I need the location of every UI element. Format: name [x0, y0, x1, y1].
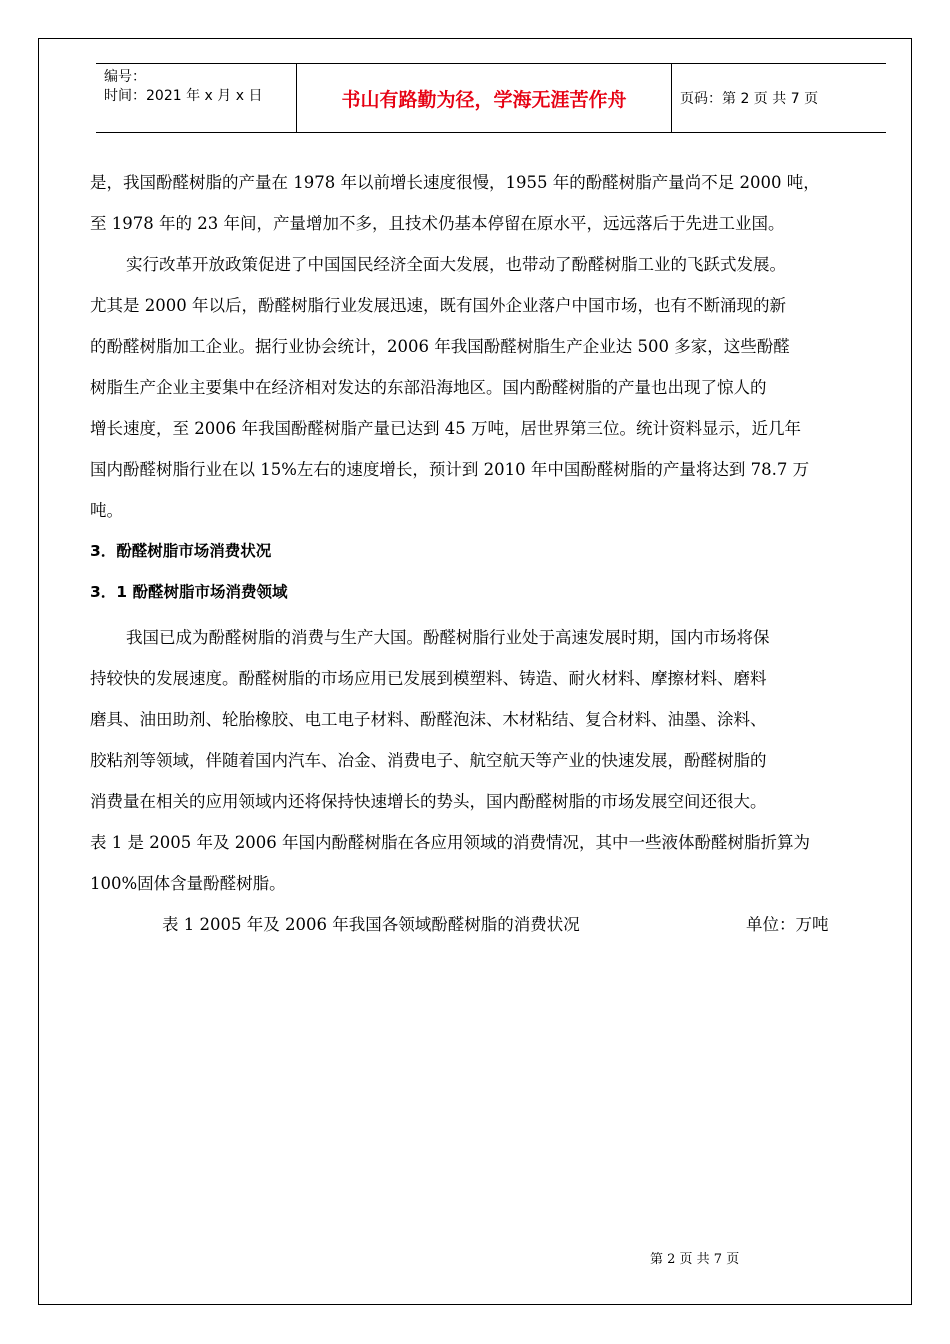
table-caption — [90, 904, 890, 945]
paragraph-line: 持较快的发展速度。酚醛树脂的市场应用已发展到模塑料、铸造、耐火材料、摩擦材料、磨料 — [90, 669, 767, 688]
subsection-heading: 3．1 酚醛树脂市场消费领域 — [90, 583, 288, 601]
table-unit: 单位：万吨 — [746, 915, 829, 934]
number-label: 编号： — [104, 69, 146, 85]
paragraph-line: 胶粘剂等领域，伴随着国内汽车、冶金、消费电子、航空航天等产业的快速发展，酚醛树脂的 — [90, 751, 767, 770]
header-meta — [104, 68, 294, 106]
paragraph-line: 至 1978 年的 23 年间，产量增加不多，且技术仍基本停留在原水平，远远落后于先进工业国。 — [90, 214, 785, 233]
section-heading: 3．酚醛树脂市场消费状况 — [90, 542, 272, 560]
paragraph-line: 的酚醛树脂加工企业。据行业协会统计，2006 年我国酚醛树脂生产企业达 500 多家，这些酚醛 — [90, 337, 790, 356]
paragraph-line: 消费量在相关的应用领域内还将保持快速增长的势头，国内酚醛树脂的市场发展空间还很大。 — [90, 792, 767, 811]
paragraph-line: 100%固体含量酚醛树脂。 — [90, 874, 286, 893]
paragraph-line: 我国已成为酚醛树脂的消费与生产大国。酚醛树脂行业处于高速发展时期，国内市场将保 — [126, 628, 770, 647]
time-label: 时间：2021 年 x 月 x 日 — [104, 88, 263, 104]
paragraph-line: 吨。 — [90, 501, 123, 520]
header-page-number: 页码：第 2 页 共 7 页 — [680, 91, 819, 107]
paragraph-line: 尤其是 2000 年以后，酚醛树脂行业发展迅速，既有国外企业落户中国市场，也有不断涌现的新 — [90, 296, 786, 315]
document-header — [96, 63, 886, 133]
paragraph-line: 增长速度，至 2006 年我国酚醛树脂产量已达到 45 万吨，居世界第三位。统计资料显示，近几年 — [90, 419, 801, 438]
table-caption-title: 表 1 2005 年及 2006 年我国各领域酚醛树脂的消费状况 — [162, 915, 580, 934]
paragraph-line: 表 1 是 2005 年及 2006 年国内酚醛树脂在各应用领域的消费情况，其中一些液体酚醛树脂折算为 — [90, 833, 810, 852]
paragraph-line: 磨具、油田助剂、轮胎橡胶、电工电子材料、酚醛泡沫、木材粘结、复合材料、油墨、涂料、 — [90, 710, 767, 729]
document-body — [90, 162, 890, 945]
header-divider — [671, 64, 672, 132]
header-motto: 书山有路勤为径，学海无涯苦作舟 — [341, 88, 627, 111]
page-footer: 第 2 页 共 7 页 — [650, 1252, 740, 1267]
paragraph-line: 是，我国酚醛树脂的产量在 1978 年以前增长速度很慢，1955 年的酚醛树脂产量尚不足 2000 吨， — [90, 173, 820, 192]
paragraph-line: 实行改革开放政策促进了中国国民经济全面大发展，也带动了酚醛树脂工业的飞跃式发展。 — [126, 255, 786, 274]
paragraph-line: 树脂生产企业主要集中在经济相对发达的东部沿海地区。国内酚醛树脂的产量也出现了惊人的 — [90, 378, 767, 397]
paragraph-line: 国内酚醛树脂行业在以 15%左右的速度增长，预计到 2010 年中国酚醛树脂的产量将达到 78.7 万 — [90, 460, 810, 479]
